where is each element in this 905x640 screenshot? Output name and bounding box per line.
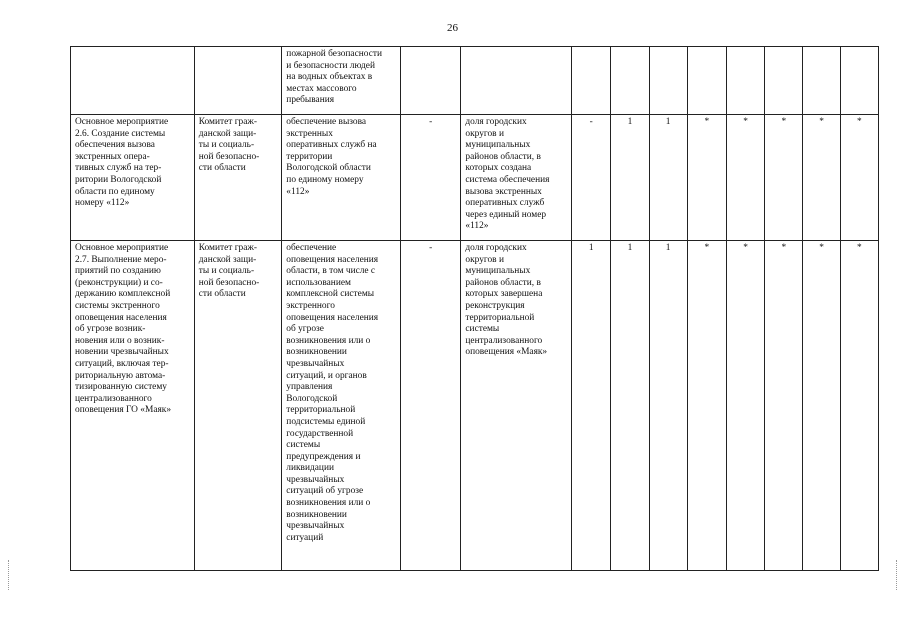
- value-cell: *: [803, 115, 840, 241]
- value-cell: [687, 47, 726, 115]
- value-cell: *: [840, 241, 878, 571]
- value-cell: *: [765, 241, 803, 571]
- indicator-cell: доля городских округов и муниципальных районов области, в которых завершена реконструкция территориальной системы централизованного оповещения «Маяк»: [461, 241, 572, 571]
- result-cell: обеспечение вызова экстренных оперативных служб на территории Вологодской области по единому номеру «112»: [282, 115, 401, 241]
- value-cell: [649, 47, 687, 115]
- empty-cell: -: [401, 241, 461, 571]
- table-row: [71, 115, 879, 241]
- value-cell: *: [840, 115, 878, 241]
- scan-edge-mark-right: [896, 560, 898, 590]
- value-cell: *: [727, 241, 765, 571]
- executor-cell: Комитет граж- данской защи- ты и социаль- ной безопасно- сти области: [194, 115, 282, 241]
- event-cell: Основное мероприятие 2.6. Создание системы обеспечения вызова экстренных опера- тивных служб на тер- ритории Вологодской области по единому номеру «112»: [71, 115, 195, 241]
- indicator-cell: доля городских округов и муниципальных районов области, в которых создана система обеспечения вызова экстренных оперативных служб через единый номер «112»: [461, 115, 572, 241]
- value-cell: [840, 47, 878, 115]
- value-cell: [611, 47, 649, 115]
- value-cell: 1: [649, 115, 687, 241]
- event-cell: Основное мероприятие 2.7. Выполнение меро- приятий по созданию (реконструкции) и со- держанию комплексной системы экстренного оповещения населения об угрозе возник- новения или о возник- новении чрезвычайных ситуаций, включая тер- риториальную автома- тизированную систему централизованного оповещения ГО «Маяк»: [71, 241, 195, 571]
- value-cell: *: [765, 115, 803, 241]
- value-cell: 1: [611, 115, 649, 241]
- table-row: [71, 47, 879, 115]
- value-cell: [803, 47, 840, 115]
- value-cell: *: [687, 115, 726, 241]
- executor-cell: Комитет граж- данской защи- ты и социаль- ной безопасно- сти области: [194, 241, 282, 571]
- table-row: [71, 241, 879, 571]
- value-cell: [727, 47, 765, 115]
- event-cell: [71, 47, 195, 115]
- value-cell: 1: [649, 241, 687, 571]
- value-cell: -: [572, 115, 611, 241]
- value-cell: 1: [611, 241, 649, 571]
- value-cell: *: [727, 115, 765, 241]
- empty-cell: [401, 47, 461, 115]
- value-cell: [765, 47, 803, 115]
- value-cell: *: [687, 241, 726, 571]
- indicator-cell: [461, 47, 572, 115]
- executor-cell: [194, 47, 282, 115]
- value-cell: [572, 47, 611, 115]
- value-cell: *: [803, 241, 840, 571]
- result-cell: обеспечение оповещения населения области, в том числе с использованием комплексной системы экстренного оповещения населения об угрозе возникновения или о возникновении чрезвычайных ситуаций, и органов управления Вологодской территориальной подсистемы единой государственной системы предупреждения и ликвидации чрезвычайных ситуаций об угрозе возникновения или о возникновении чрезвычайных ситуаций: [282, 241, 401, 571]
- program-activities-table: [70, 46, 879, 571]
- result-cell: пожарной безопасности и безопасности людей на водных объектах в местах массового пребывания: [282, 47, 401, 115]
- value-cell: 1: [572, 241, 611, 571]
- page-number: 26: [447, 22, 458, 34]
- empty-cell: -: [401, 115, 461, 241]
- scan-edge-mark-left: [8, 560, 10, 590]
